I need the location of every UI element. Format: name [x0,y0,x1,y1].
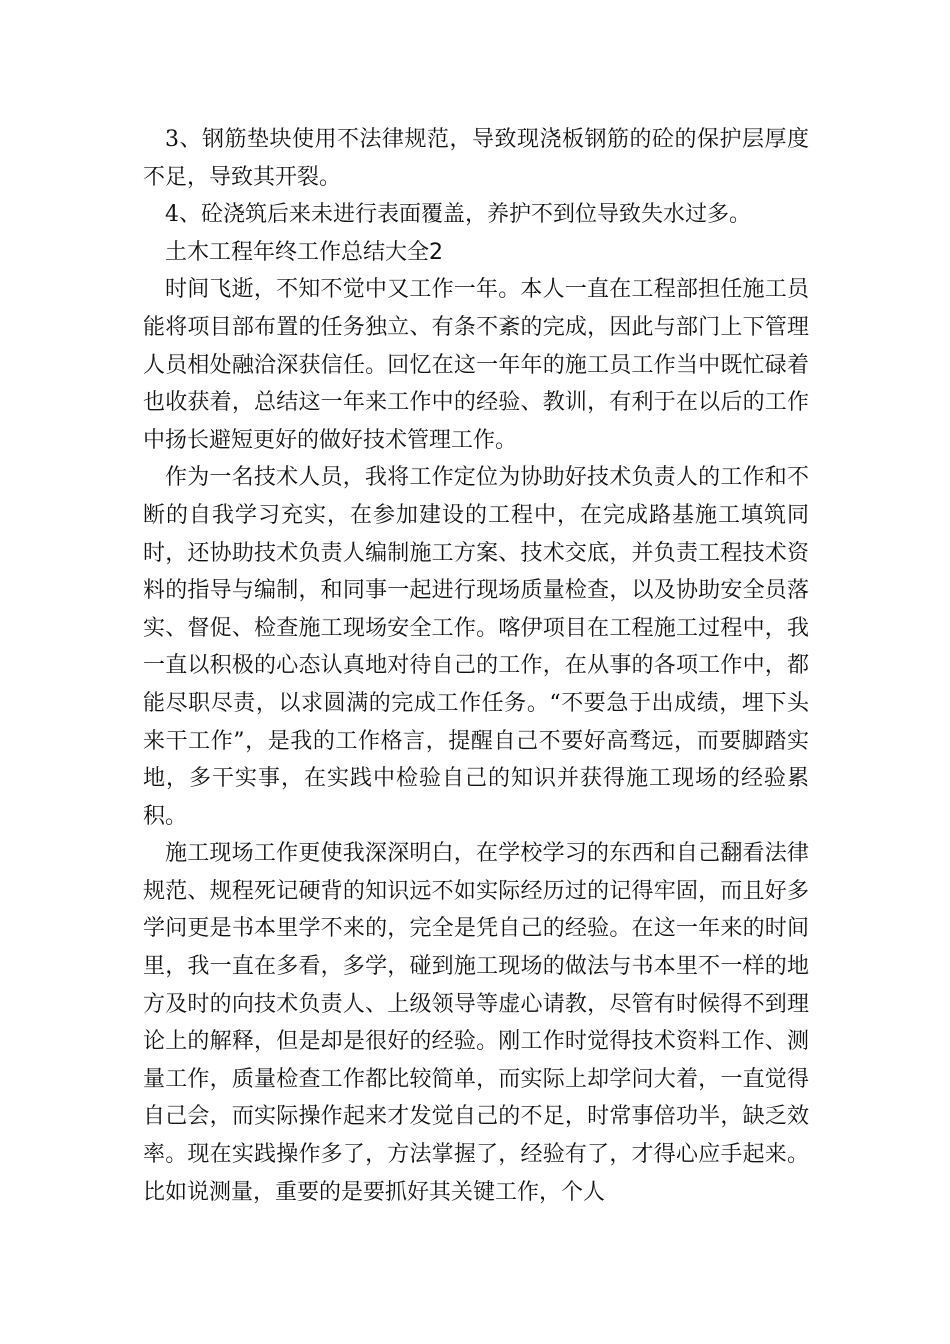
paragraph-item-4: 4、砼浇筑后来未进行表面覆盖，养护不到位导致失水过多。 [165,202,751,228]
paragraph-role: 作为一名技术人员，我将工作定位为协助好技术负责人的工作和不断的自我学习充实，在参加建设的工程中，在完成路基施工填筑同时，还协助技术负责人编制施工方案、技术交底，并负责工程技术资料的指导与编制，和同事一起进行现场质量检查，以及协助安全员落实、督促、检查施工现场安全工作。喀伊项目在工程施工过程中，我一直以积极的心态认真地对待自己的工作，在从事的各项工作中，都能尽职尽责，以求圆满的完成工作任务。“不要急于出成绩，埋下头来干工作”，是我的工作格言，提醒自己不要好高骛远，而要脚踏实地，多干实事，在实践中检验自己的知识并获得施工现场的经验累积。 [143,465,809,829]
section-heading: 土木工程年终工作总结大全2 [165,239,443,265]
paragraph-intro: 时间飞逝，不知不觉中又工作一年。本人一直在工程部担任施工员能将项目部布置的任务独立、有条不紊的完成，因此与部门上下管理人员相处融洽深获信任。回忆在这一年年的施工员工作当中既忙碌着也收获着，总结这一年来工作中的经验、教训，有利于在以后的工作中扬长避短更好的做好技术管理工作。 [143,277,809,453]
paragraph-item-3: 3、钢筋垫块使用不法律规范，导致现浇板钢筋的砼的保护层厚度不足，导致其开裂。 [143,127,809,190]
paragraph-experience: 施工现场工作更使我深深明白，在学校学习的东西和自己翻看法律规范、规程死记硬背的知识远不如实际经历过的记得牢固，而且好多学问更是书本里学不来的，完全是凭自己的经验。在这一年来的时间里，我一直在多看，多学，碰到施工现场的做法与书本里不一样的地方及时的向技术负责人、上级领导等虚心请教，尽管有时候得不到理论上的解释，但是却是很好的经验。刚工作时觉得技术资料工作、测量工作，质量检查工作都比较简单，而实际上却学问大着，一直觉得自己会，而实际操作起来才发觉自己的不足，时常事倍功半，缺乏效率。现在实践操作多了，方法掌握了，经验有了，才得心应手起来。比如说测量，重要的是要抓好其关键工作，个人 [143,841,809,1205]
document-page [143,121,809,1211]
